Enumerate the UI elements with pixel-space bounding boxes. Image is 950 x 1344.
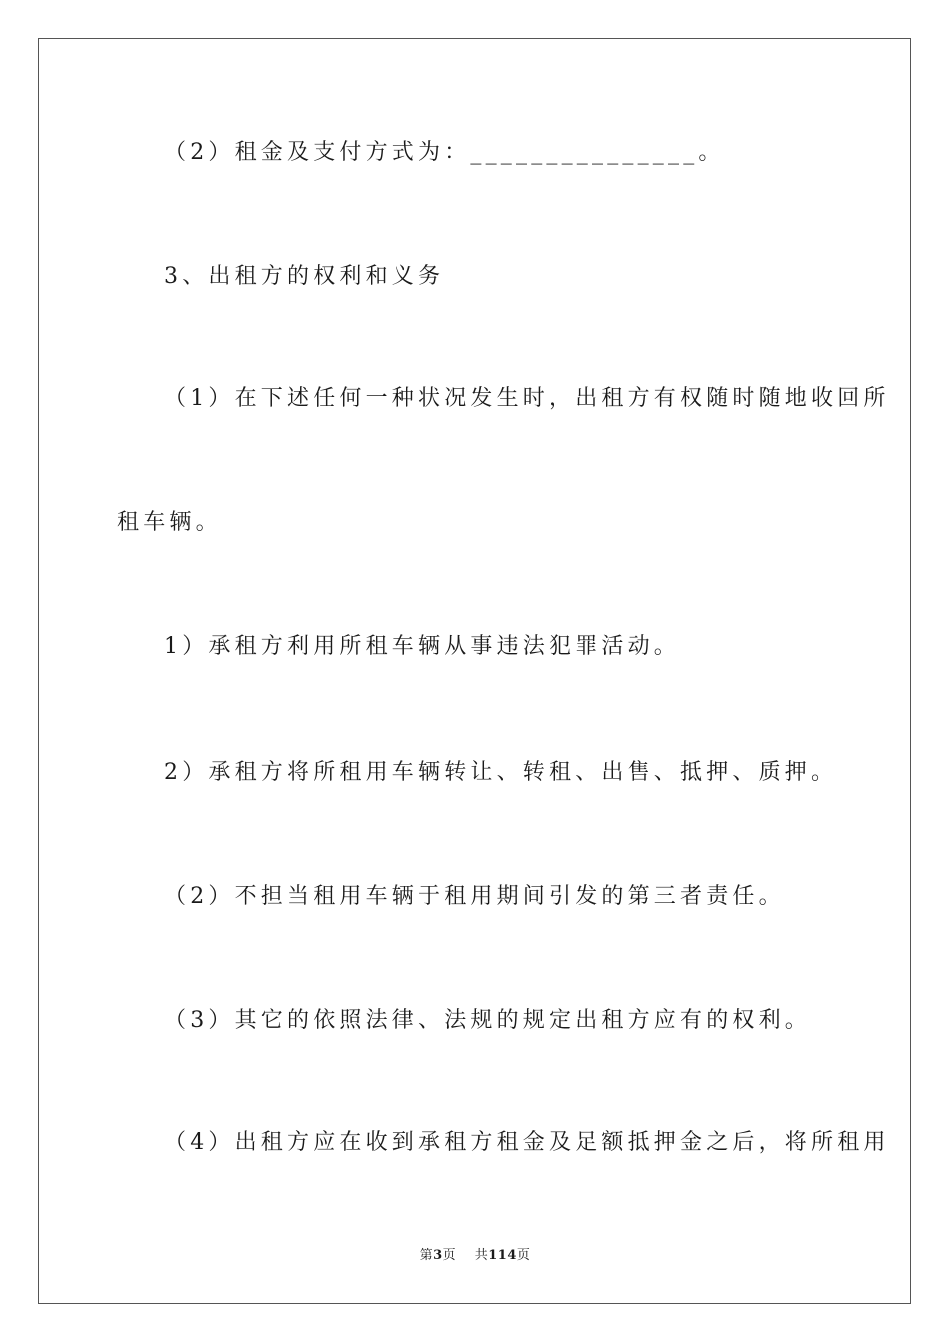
paragraph-third-party-liability: （2）不担当租用车辆于租用期间引发的第三者责任。 bbox=[164, 884, 785, 909]
paragraph-recall-vehicle-continued: 租车辆。 bbox=[117, 510, 222, 535]
footer-total-suffix: 页 bbox=[516, 1248, 531, 1263]
paragraph-recall-vehicle: （1）在下述任何一种状况发生时，出租方有权随时随地收回所 bbox=[164, 386, 890, 411]
page-border bbox=[38, 38, 911, 1304]
section-heading-lessor-rights: 3、出租方的权利和义务 bbox=[164, 264, 445, 289]
footer-page-suffix: 页 bbox=[442, 1248, 457, 1263]
footer-total-prefix: 共 bbox=[474, 1248, 489, 1263]
footer-page-number: 3 bbox=[433, 1248, 443, 1263]
paragraph-other-rights: （3）其它的依照法律、法规的规定出租方应有的权利。 bbox=[164, 1008, 811, 1033]
page-footer bbox=[0, 1247, 950, 1265]
paragraph-deliver-vehicle: （4）出租方应在收到承租方租金及足额抵押金之后，将所租用 bbox=[164, 1130, 890, 1155]
list-item-transfer-sublease: 2）承租方将所租用车辆转让、转租、出售、抵押、质押。 bbox=[164, 760, 838, 785]
footer-total-pages: 114 bbox=[488, 1248, 517, 1263]
footer-page-prefix: 第 bbox=[419, 1248, 434, 1263]
paragraph-rent-payment: （2）租金及支付方式为：_______________。 bbox=[164, 140, 725, 165]
list-item-illegal-use: 1）承租方利用所租车辆从事违法犯罪活动。 bbox=[164, 634, 680, 659]
